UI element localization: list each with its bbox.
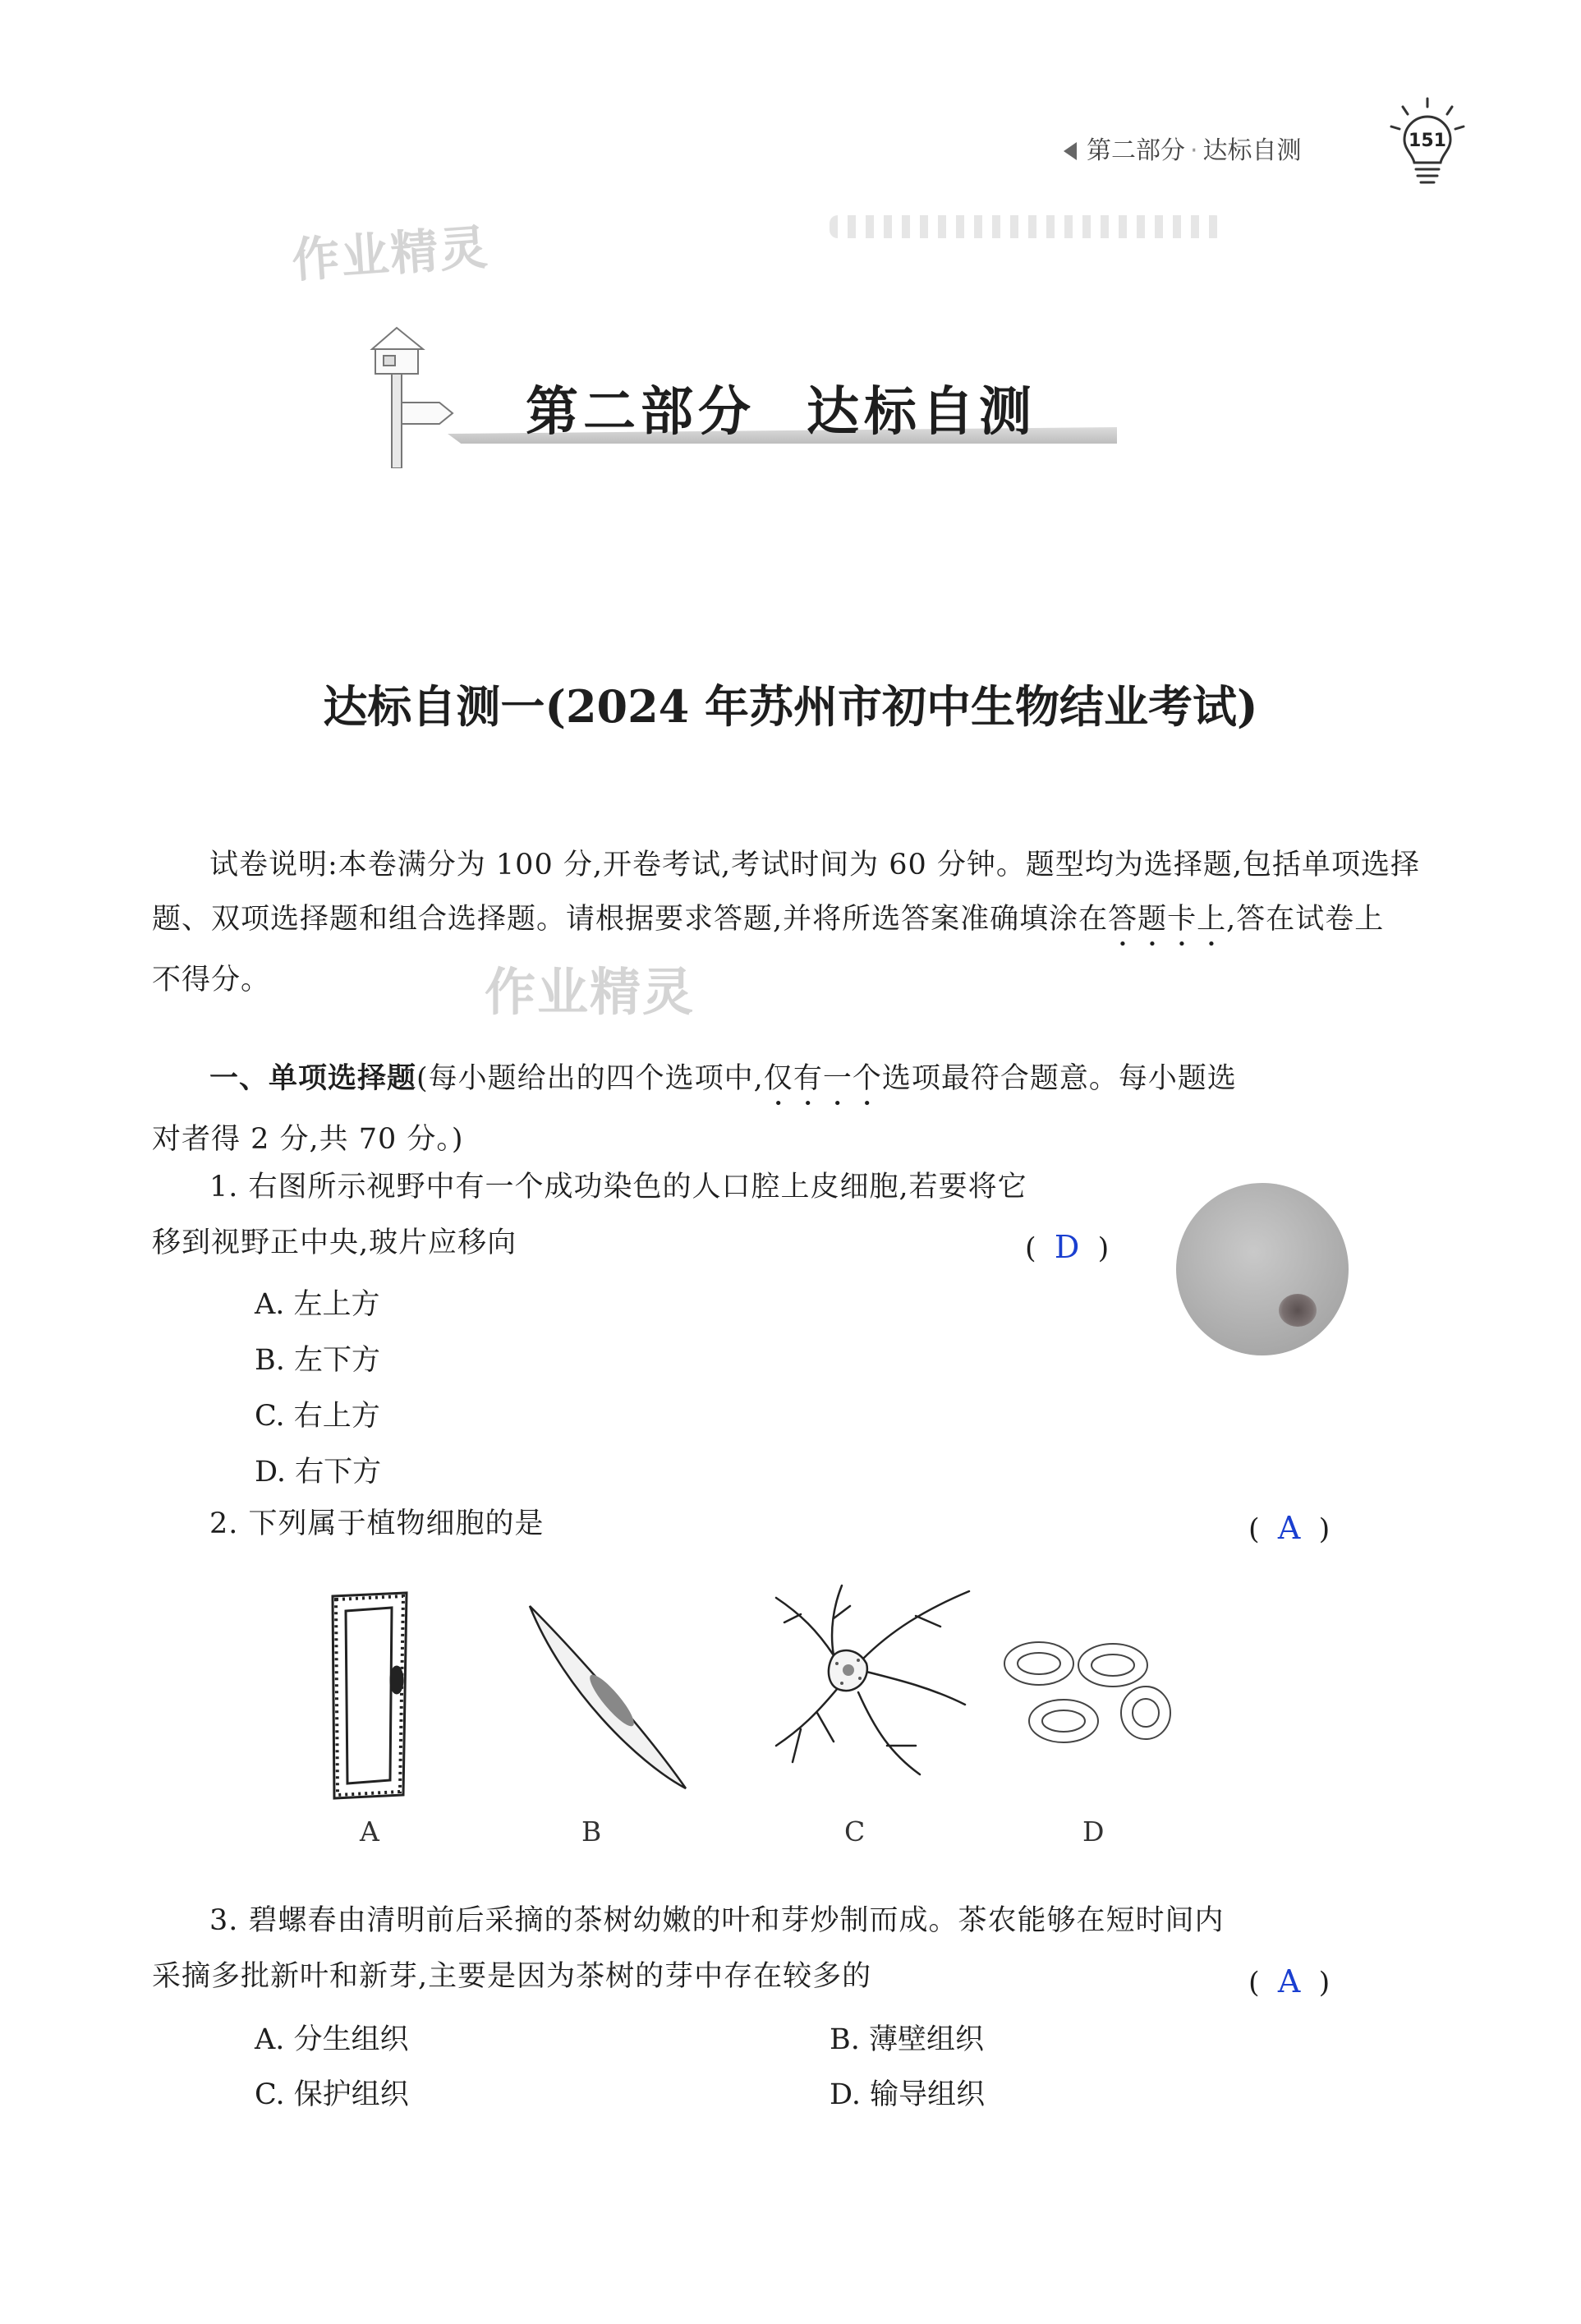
section-heading: 一、单项选择题(每小题给出的四个选项中,仅有一个选项最符合题意。每小题选 对者得 2 分,共 70 分。)	[152, 1052, 1237, 1167]
question-2-line1: 2. 下列属于植物细胞的是	[209, 1507, 545, 1540]
nerve-cell-figure	[751, 1581, 973, 1779]
page-number: 151	[1409, 131, 1446, 151]
figure-label-a: A	[360, 1815, 379, 1848]
part-banner-title	[526, 370, 1036, 445]
answer-paren-2: ( A )	[1248, 1510, 1331, 1546]
question-3-line1: 3. 碧螺春由清明前后采摘的茶树幼嫩的叶和芽炒制而成。茶农能够在短时间内	[209, 1904, 1225, 1937]
answer-3: A	[1277, 1963, 1301, 2000]
answer-paren-3: ( A )	[1248, 1963, 1331, 2000]
q1-option-c: C. 右上方	[255, 1400, 380, 1433]
q1-option-a: A. 左上方	[255, 1288, 380, 1321]
running-header: 第二部分 · 达标自测	[1064, 130, 1302, 166]
plant-cell-figure	[324, 1590, 415, 1803]
watermark: 作业精灵	[290, 219, 491, 289]
instructions-line1: 试卷说明:本卷满分为 100 分,开卷考试,考试时间为 60 分钟。题型均为选择题,包括单项选择	[209, 849, 1421, 881]
instructions-line3: 不得分。	[152, 964, 271, 996]
answer-1: D	[1054, 1229, 1080, 1265]
instructions	[152, 838, 1421, 1007]
left-arrow-icon	[1064, 142, 1077, 160]
header-section: 达标自测	[1202, 136, 1302, 165]
question-3-line2: 采摘多批新叶和新芽,主要是因为茶树的芽中存在较多的	[152, 1960, 872, 1993]
q3-option-a: A. 分生组织	[255, 2023, 409, 2056]
banner-title: 达标自测	[807, 381, 1036, 443]
answer-2: A	[1277, 1510, 1301, 1546]
exam-title: 达标自测一(2024 年苏州市初中生物结业考试)	[323, 680, 1258, 733]
q3-option-c: C. 保护组织	[255, 2078, 409, 2111]
question-1-line1: 1. 右图所示视野中有一个成功染色的人口腔上皮细胞,若要将它	[209, 1171, 1027, 1203]
question-1-line2: 移到视野正中央,玻片应移向	[152, 1226, 517, 1259]
emphasized-text: 仅有一个	[763, 1062, 882, 1095]
faded-text-strip	[830, 215, 1224, 238]
figure-label-c: C	[844, 1815, 866, 1848]
figure-label-d: D	[1082, 1815, 1105, 1848]
q3-option-b: B. 薄壁组织	[830, 2023, 984, 2056]
red-blood-cells-figure	[998, 1631, 1179, 1770]
instructions-line2: 题、双项选择题和组合选择题。请根据要求答题,并将所选答案准确填涂在答题卡上,答在试卷上	[152, 903, 1385, 936]
banner-part: 第二部分	[526, 381, 756, 443]
section-desc-line2: 对者得 2 分,共 70 分。)	[152, 1123, 464, 1156]
lightbulb-icon	[1386, 97, 1468, 191]
answer-paren-1: ( D )	[1025, 1229, 1110, 1265]
muscle-cell-figure	[522, 1598, 694, 1795]
emphasized-text: 答题卡上	[1108, 903, 1227, 936]
q3-option-d: D. 输导组织	[830, 2078, 986, 2111]
microscope-field-image	[1176, 1183, 1349, 1355]
q1-option-b: B. 左下方	[255, 1344, 380, 1377]
figure-label-b: B	[581, 1815, 602, 1848]
watermark: 作业精灵	[485, 962, 696, 1022]
header-part: 第二部分	[1087, 136, 1185, 165]
signpost-icon	[357, 324, 456, 468]
section-label: 一、单项选择题	[209, 1062, 417, 1095]
q1-option-d: D. 右下方	[255, 1456, 382, 1489]
